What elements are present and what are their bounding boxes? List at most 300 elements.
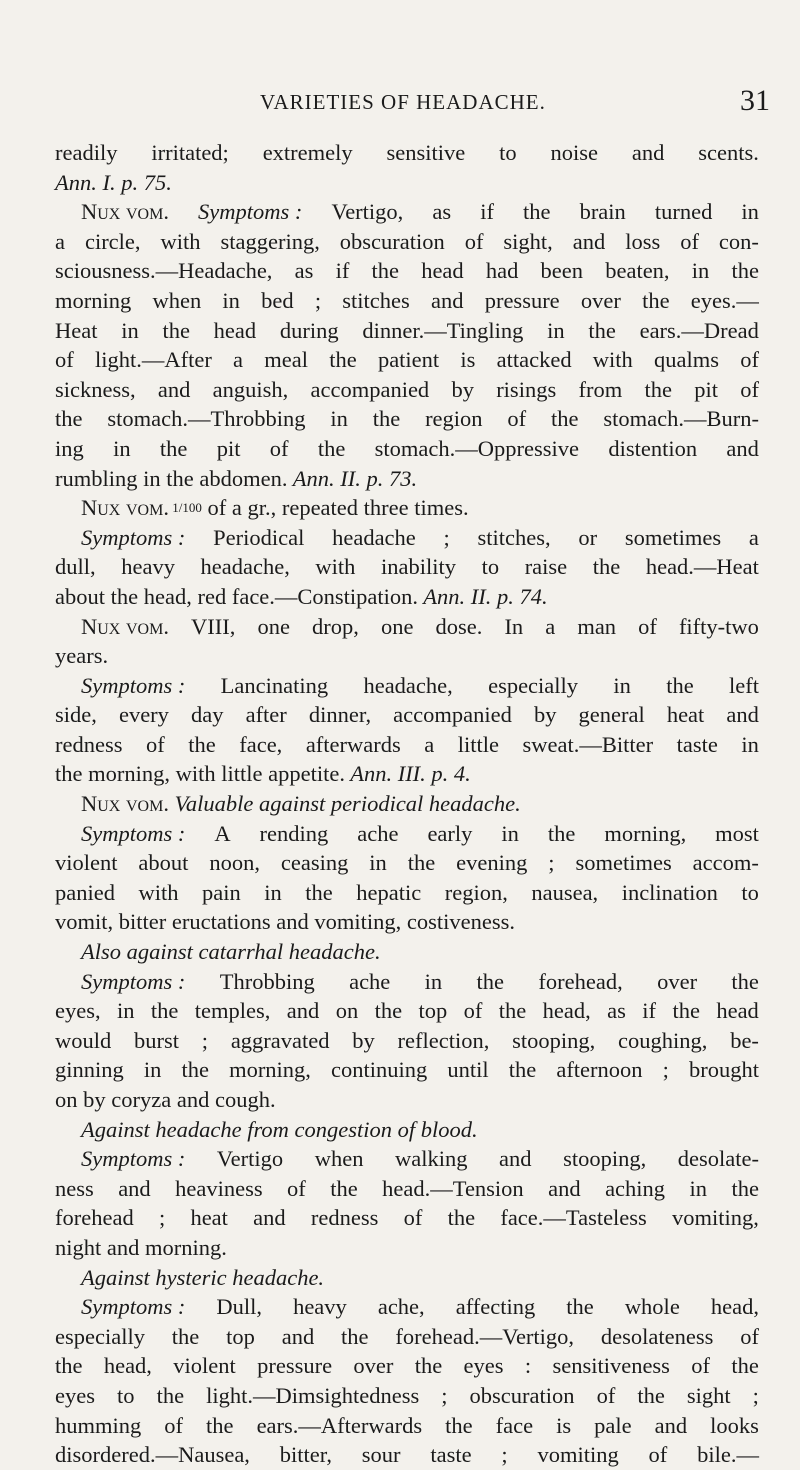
word: sometimes [575,850,672,876]
word: of [207,495,227,521]
word: the [447,1205,476,1231]
word: of [740,347,759,373]
word: sight, [503,228,553,254]
word: evening [456,850,528,876]
italic-text: Ann. II. p. 74. [423,583,548,609]
word: in [741,731,759,757]
word: inclination [621,879,718,905]
word: appetite. [268,761,345,787]
word: the [476,968,505,994]
word: aching [605,1175,666,1201]
word: in [741,199,759,225]
word: stooping, [563,1146,647,1172]
word: little [457,731,500,757]
word: head [421,258,464,284]
word: and [726,435,759,461]
word: about [138,850,189,876]
word: redness [55,731,123,757]
word: a [55,228,65,254]
word: head, [143,583,192,609]
word: vomit, [55,909,114,935]
word: the [166,465,194,491]
word: ; [548,850,555,876]
word: eyes [463,1353,504,1379]
word: over [353,1353,394,1379]
text-line [55,967,759,997]
word: in [689,1175,707,1201]
word: to [741,879,759,905]
word: the [162,317,190,343]
word: as [294,258,314,284]
word: heavy [121,554,175,580]
word: rumbling [55,465,138,491]
word: over [657,968,698,994]
word: the [374,998,403,1024]
text-line [55,1085,759,1115]
word: face [495,1412,534,1438]
word: in [222,287,240,313]
word: region [425,406,483,432]
word: and [253,1205,286,1231]
word: A [214,820,231,846]
word: ; [441,1382,448,1408]
word: Periodical [213,524,305,550]
remedy-name: Nux vom. [81,613,169,639]
word: desolateness [600,1323,714,1349]
word: humming [55,1412,142,1438]
word: and [499,1146,532,1172]
word: irritated; [151,140,229,165]
word: dinner, [308,702,372,728]
word: forehead, [538,968,623,994]
word: and [572,228,606,254]
text-line [55,1144,759,1174]
text-line [55,1055,759,1085]
italic-text: Symptoms : [81,820,186,846]
text-line [55,1381,759,1411]
word: loss [625,228,661,254]
word: the [188,731,216,757]
text-line [55,1292,759,1322]
word: day [191,702,224,728]
word: the [372,406,401,432]
word: early [427,820,473,846]
word: whole [624,1294,680,1320]
word: of [269,435,289,461]
word: the [330,1175,358,1201]
word: accom- [692,850,759,876]
word: the [156,1382,185,1408]
word: forehead [55,1205,134,1231]
word: the [407,850,436,876]
word: and [157,376,191,402]
word: in [121,317,139,343]
word: sweat.—Bitter [522,731,654,757]
word: as [432,199,452,225]
word: ; [201,1027,209,1053]
italic-text: Ann. II. p. 73. [292,465,418,491]
text-line [55,730,759,760]
word: night [55,1234,102,1260]
text-line [55,375,759,405]
word: a [233,347,244,373]
word: morning. [145,1234,227,1260]
word: repeated [281,495,359,521]
word: a [545,613,556,639]
word: in [113,435,131,461]
word: and [276,909,309,935]
word: the [498,998,527,1024]
word: ; [314,287,322,313]
word: the [731,1175,759,1201]
word: gr., [247,495,277,521]
word: Lancinating [220,672,329,698]
word: the [637,1382,665,1408]
word: every [118,702,169,728]
word: top [226,1323,255,1349]
text-line [55,523,759,553]
word: dinner.—Tingling [362,317,524,343]
word: bed [261,287,294,313]
italic-text: Valuable against periodical headache. [174,791,521,817]
word: the [523,199,551,225]
word: vomiting, [672,1205,759,1231]
word: the [317,435,346,461]
text-line [55,1440,759,1470]
word: about [55,583,105,609]
word: the [644,376,672,402]
word: in [613,672,631,698]
word: after [245,702,287,728]
word: most [715,820,759,846]
word: headache, [200,554,290,580]
italic-text: Against hysteric headache. [81,1264,325,1290]
word: distention [608,435,698,461]
word: is [460,347,476,373]
word: stitches, [477,524,551,550]
word: ing [55,435,84,461]
word: risings [496,376,557,402]
text-line [55,493,759,523]
word: head, [103,1353,152,1379]
word: the [305,879,333,905]
text-line [55,464,759,494]
word: morning, [604,820,687,846]
word: in [369,850,387,876]
text-line [55,138,759,168]
word: the [414,1353,443,1379]
word: the [329,347,357,373]
word: violent [55,850,118,876]
word: region, [444,879,508,905]
word: qualms [654,347,720,373]
remedy-name: Nux vom. [81,199,169,225]
word: ceasing [280,850,349,876]
word: eyes [55,1382,95,1408]
word: nausea, [531,879,599,905]
word: by [533,702,557,728]
word: would [55,1027,112,1053]
word: the [206,1412,234,1438]
word: and [654,1412,688,1438]
text-line [55,1322,759,1352]
word: sensitiveness [552,1353,670,1379]
word: the [731,1353,759,1379]
word: over [580,287,621,313]
word: heat [190,1205,228,1231]
word: the [731,968,759,994]
word: in [143,1057,162,1083]
word: taste [430,1442,472,1468]
word: be- [730,1027,759,1053]
word: cough. [214,1087,276,1112]
word: hepatic [356,879,422,905]
word: stomach.—Oppressive [374,435,580,461]
word: sciousness.—Headache, [55,258,273,284]
word: of [596,1382,616,1408]
text-line [55,700,759,730]
word: circle, [84,228,141,254]
word: the [181,1057,209,1083]
word: afternoon [556,1057,643,1083]
word: a [424,731,435,757]
word: the [371,258,399,284]
word: the [592,554,621,580]
word: sight [686,1382,731,1408]
word: raise [524,554,568,580]
word: violent [173,1353,236,1379]
word: ache [357,820,399,846]
word: ; [501,1442,508,1468]
word: the [566,1294,594,1320]
word: turned [654,199,713,225]
word: aggravated [230,1027,330,1053]
body-text [55,138,759,1470]
word: of [740,1323,759,1349]
word: noise [550,140,599,165]
word: a [748,524,759,550]
italic-text: Symptoms : [81,524,186,550]
word: in [691,258,710,284]
word: with [592,347,633,373]
text-line [55,671,759,701]
word: accompanied [393,702,512,728]
remedy-name: Nux vom. [81,495,169,521]
text-line [55,789,759,819]
word: light.—Dimsightedness [206,1382,420,1408]
word: coryza [111,1087,172,1112]
word: top [418,998,448,1024]
word: rending [259,820,329,846]
word: redness [310,1205,379,1231]
text-line [55,552,759,582]
word: if [480,199,494,225]
word: obscuration [469,1382,575,1408]
word: the [666,672,694,698]
word: the [110,583,139,609]
word: of [464,228,484,254]
word: left [729,672,759,698]
italic-text: Ann. III. p. 4. [350,761,471,787]
word: or [578,524,598,550]
word: head.—Tension [382,1175,524,1201]
word: pressure [257,1353,333,1379]
word: ginning [55,1057,124,1083]
word: of [638,613,657,639]
word: meal [264,347,308,373]
word: and [726,702,759,728]
word: face, [239,731,283,757]
word: the [55,406,83,432]
word: when [314,1146,364,1172]
word: temples, [194,998,271,1024]
word: and [281,1323,315,1349]
word: desolate- [677,1146,759,1172]
word: face.—Constipation. [231,583,419,609]
word: is [556,1412,572,1438]
text-line [55,641,759,671]
word: dull, [55,554,96,580]
word: Dull, [216,1294,263,1320]
text-line [55,996,759,1026]
word: head [213,317,257,343]
text-line [55,1351,759,1381]
word: had [485,258,519,284]
word: eructations [171,909,271,935]
word: reflection, [397,1027,490,1053]
word: the [731,258,759,284]
text-line [55,1115,759,1145]
word: years. [55,643,109,669]
word: ; [443,524,450,550]
word: of [648,1442,668,1468]
word: inability [381,554,457,580]
word: morning [55,287,132,313]
word: the [508,1057,537,1083]
word: sometimes [624,524,722,550]
text-line [55,434,759,464]
word: the [588,317,616,343]
word: sensitive [386,140,466,165]
word: anguish, [212,376,289,402]
word: bitter, [279,1442,332,1468]
italic-text: Symptoms : [198,199,303,225]
word: heat [666,702,705,728]
word: the [547,820,576,846]
word: eyes, [55,998,101,1024]
text-line [55,907,759,937]
word: ; [158,1205,166,1231]
word: the [150,998,179,1024]
word: on [55,1087,78,1112]
word: ; [752,1382,759,1408]
word: burst [134,1027,180,1053]
word: of [691,1353,711,1379]
word: continuing [331,1057,428,1083]
word: head.—Heat [645,554,759,580]
word: morning, [88,761,170,787]
word: attacked [496,347,572,373]
word: especially [488,672,579,698]
word: brain [579,199,626,225]
word: brought [689,1057,759,1083]
italic-text: Symptoms : [81,1294,186,1320]
dose-fraction: 1/100 [172,500,202,516]
word: pit [694,376,718,402]
word: pressure [484,287,560,313]
word: and [118,1175,151,1201]
remedy-name: Nux vom. [81,791,169,817]
word: the [171,1323,200,1349]
word: con- [718,228,759,254]
word: the [55,761,83,787]
word: affecting [455,1294,536,1320]
word: with [160,228,201,254]
word: the [159,435,188,461]
word: and [106,1234,140,1260]
word: until [447,1057,489,1083]
word: general [578,702,645,728]
word: heavy [293,1294,347,1320]
text-line [55,937,759,967]
word: disordered.—Nausea, [55,1442,250,1468]
italic-text: Symptoms : [81,968,186,994]
text-line [55,582,759,612]
word: and [176,1087,210,1112]
word: taste [676,731,718,757]
italic-text: Ann. I. p. 75. [55,169,172,195]
word: beaten, [605,258,670,284]
word: the [672,998,700,1024]
word: obscuration [339,228,445,254]
word: scents. [698,140,759,165]
word: when [152,287,202,313]
word: red [197,583,227,609]
word: by [451,376,474,402]
word: times. [414,495,469,521]
word: sickness, [55,376,136,402]
word: especially [55,1323,145,1349]
word: with [138,879,179,905]
word: readily [55,140,118,165]
word: stomach.—Throbbing [107,406,306,432]
word: looks [710,1412,759,1438]
word: side, [55,702,97,728]
text-line [55,1203,759,1233]
word: of [403,1205,423,1231]
word: vomiting, [314,909,402,935]
word: head, [710,1294,759,1320]
word: In [504,613,524,639]
word: and [431,287,464,313]
word: sour [361,1442,401,1468]
word: of [145,731,165,757]
word: in [264,879,282,905]
word: during [279,317,339,343]
word: the [642,287,670,313]
word: in [117,998,135,1024]
word: VIII, [191,613,236,639]
word: eyes.— [690,287,759,313]
word: Heat [55,317,98,343]
text-line [55,1263,759,1293]
word: staggering, [220,228,320,254]
word: Vertigo, [331,199,404,225]
word: ; [662,1057,669,1083]
word: of [740,376,759,402]
italic-text: Symptoms : [81,1146,186,1172]
word: Vertigo [216,1146,284,1172]
